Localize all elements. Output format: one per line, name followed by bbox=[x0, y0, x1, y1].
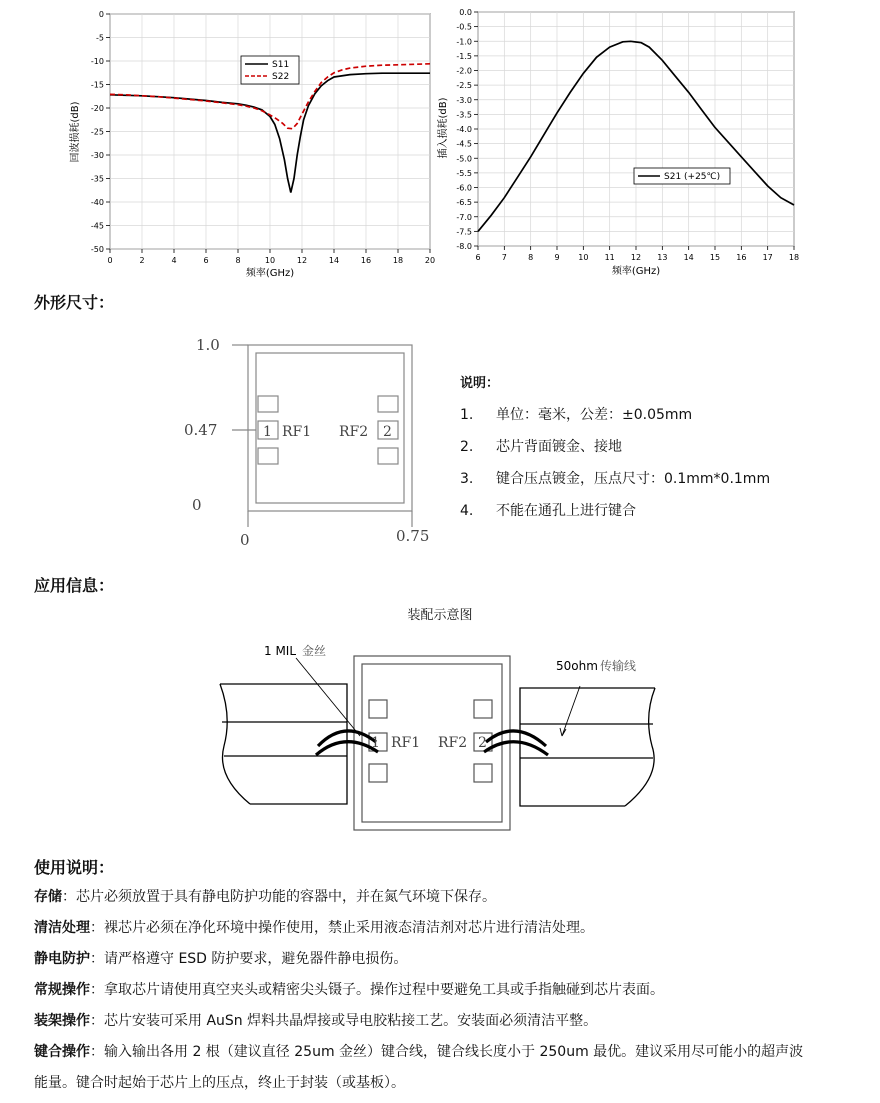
note-item: 1. 单位：毫米，公差：±0.05mm bbox=[460, 407, 693, 423]
y-tick-label: -30 bbox=[90, 151, 104, 160]
section-title-usage: 使用说明： bbox=[34, 858, 115, 877]
x-tick-label: 6 bbox=[475, 253, 481, 262]
insertion-loss-chart bbox=[430, 0, 830, 290]
x-tick-label: 12 bbox=[630, 253, 642, 262]
legend bbox=[634, 168, 730, 184]
y-tick-label: -3.0 bbox=[456, 95, 472, 105]
pad-label-rf1: RF1 bbox=[391, 735, 421, 751]
x-tick-label: 4 bbox=[171, 256, 177, 265]
y-tick-label: -3.5 bbox=[456, 110, 472, 120]
usage-item: 存储：芯片必须放置于具有静电防护功能的容器中，并在氮气环境下保存。 bbox=[34, 889, 496, 905]
usage-item: 键合操作：输入输出各用 2 根（建议直径 25um 金丝）键合线，键合线长度小于 250um 最优。建议采用尽可能小的超声波 bbox=[34, 1044, 804, 1060]
x-tick-label: 18 bbox=[392, 256, 404, 265]
pad-label-1: 1 bbox=[371, 735, 380, 751]
return-loss-chart bbox=[60, 4, 445, 284]
legend-label-s22: S22 bbox=[272, 72, 290, 82]
x-tick-label: 14 bbox=[328, 256, 340, 265]
legend bbox=[241, 56, 299, 84]
x-tick-label: 10 bbox=[264, 256, 276, 265]
x-tick-label: 15 bbox=[709, 253, 721, 262]
pad-right-top bbox=[378, 396, 398, 412]
y-tick-label: -45 bbox=[90, 221, 104, 231]
pad-label-rf2: RF2 bbox=[438, 735, 468, 751]
section-title-dimensions: 外形尺寸： bbox=[34, 293, 115, 312]
x-tick-label: 8 bbox=[235, 256, 241, 265]
y-tick-label: -2.0 bbox=[456, 66, 472, 76]
y-tick-label: -7.5 bbox=[456, 227, 472, 237]
y-tick-label: -5.0 bbox=[456, 154, 472, 164]
line-leader-line bbox=[560, 686, 580, 736]
y-axis-label: 回波损耗(dB) bbox=[70, 101, 81, 163]
y-tick-label: -1.0 bbox=[456, 37, 472, 47]
y-tick-label: -7.0 bbox=[456, 212, 472, 222]
y-tick-label: 0.0 bbox=[459, 8, 472, 17]
dim-label-mid: 0.47 bbox=[184, 421, 218, 439]
chip-outline-drawing bbox=[170, 325, 450, 555]
x-tick-label: 17 bbox=[762, 253, 773, 262]
x-tick-label: 11 bbox=[604, 253, 615, 262]
y-tick-label: -1.5 bbox=[456, 51, 472, 61]
legend-label-s21: S21 (+25℃) bbox=[664, 172, 721, 182]
x-tick-label: 0 bbox=[107, 256, 113, 265]
wire-leader-line bbox=[296, 658, 360, 736]
x-tick-label: 9 bbox=[554, 253, 560, 262]
y-tick-label: -4.0 bbox=[456, 125, 472, 134]
assembly-diagram bbox=[210, 636, 670, 836]
pad-right-bottom bbox=[378, 448, 398, 464]
dim-label-zero-y: 0 bbox=[192, 496, 202, 514]
y-tick-label: -5 bbox=[96, 33, 104, 43]
x-axis-label: 频率(GHz) bbox=[611, 266, 661, 277]
pad-label-1: 1 bbox=[263, 424, 272, 440]
notes-block bbox=[460, 372, 860, 520]
assembly-caption: 装配示意图 bbox=[407, 608, 473, 623]
dim-label-zero-x: 0 bbox=[240, 531, 250, 549]
usage-item: 静电防护：请严格遵守 ESD 防护要求，避免器件静电损伤。 bbox=[34, 951, 408, 967]
x-axis-label: 频率(GHz) bbox=[245, 268, 295, 279]
pad-left-bottom bbox=[258, 448, 278, 464]
y-tick-label: -4.5 bbox=[456, 139, 472, 149]
dim-label-right: 0.75 bbox=[396, 527, 430, 545]
right-transmission-line bbox=[520, 688, 655, 806]
y-tick-label: 0 bbox=[98, 10, 104, 19]
y-tick-label: -10 bbox=[90, 57, 104, 66]
y-tick-label: -50 bbox=[90, 245, 104, 254]
notes-title: 说明： bbox=[460, 376, 500, 391]
y-tick-label: -8.0 bbox=[456, 242, 472, 251]
y-tick-label: -6.5 bbox=[456, 198, 472, 208]
x-tick-label: 2 bbox=[139, 256, 145, 265]
x-tick-label: 10 bbox=[578, 253, 589, 262]
x-tick-label: 7 bbox=[501, 253, 507, 262]
pad-label-rf2: RF2 bbox=[339, 424, 369, 440]
y-tick-label: -0.5 bbox=[456, 22, 472, 32]
y-axis-label: 插入损耗(dB) bbox=[438, 97, 449, 159]
x-tick-label: 18 bbox=[788, 253, 800, 262]
x-tick-label: 20 bbox=[424, 256, 436, 265]
bond-wires bbox=[316, 731, 548, 755]
pad-label-rf1: RF1 bbox=[282, 424, 312, 440]
x-tick-label: 16 bbox=[360, 256, 372, 265]
x-tick-label: 16 bbox=[736, 253, 747, 262]
note-item: 4. 不能在通孔上进行键合 bbox=[460, 503, 636, 519]
x-tick-label: 13 bbox=[657, 253, 668, 262]
line-label-b: 传输线 bbox=[600, 659, 637, 673]
y-tick-label: -40 bbox=[90, 198, 104, 207]
y-tick-label: -5.5 bbox=[456, 168, 472, 178]
section-title-application: 应用信息： bbox=[34, 576, 115, 595]
y-tick-label: -2.5 bbox=[456, 81, 472, 91]
y-tick-label: -6.0 bbox=[456, 183, 472, 193]
pad-left-top bbox=[258, 396, 278, 412]
y-tick-label: -25 bbox=[90, 127, 104, 137]
x-tick-label: 12 bbox=[296, 256, 308, 265]
usage-item: 常规操作：拿取芯片请使用真空夹头或精密尖头镊子。操作过程中要避免工具或手指触碰到芯片表面。 bbox=[34, 982, 664, 998]
line-label-a: 50ohm bbox=[556, 659, 598, 673]
dim-label-top: 1.0 bbox=[196, 336, 220, 354]
note-item: 2. 芯片背面镀金、接地 bbox=[460, 439, 622, 455]
y-tick-label: -35 bbox=[90, 174, 104, 184]
x-tick-label: 8 bbox=[528, 253, 534, 262]
x-tick-label: 14 bbox=[683, 253, 694, 262]
x-tick-label: 6 bbox=[203, 256, 209, 265]
usage-item: 清洁处理：裸芯片必须在净化环境中操作使用，禁止采用液态清洁剂对芯片进行清洁处理。 bbox=[34, 920, 594, 936]
usage-item-continued: 能量。键合时起始于芯片上的压点，终止于封装（或基板）。 bbox=[34, 1075, 405, 1091]
y-tick-label: -20 bbox=[90, 104, 104, 113]
usage-item: 装架操作：芯片安装可采用 AuSn 焊料共晶焊接或导电胶粘接工艺。安装面必须清洁平整。 bbox=[34, 1013, 598, 1029]
note-item: 3. 键合压点镀金，压点尺寸：0.1mm*0.1mm bbox=[460, 471, 771, 487]
pad-label-2: 2 bbox=[383, 424, 392, 440]
y-tick-label: -15 bbox=[90, 80, 104, 90]
wire-label-b: 金丝 bbox=[302, 644, 327, 658]
usage-list bbox=[34, 886, 864, 1103]
pad-label-2: 2 bbox=[478, 735, 487, 751]
wire-label-a: 1 MIL bbox=[264, 644, 297, 658]
left-transmission-line bbox=[220, 684, 347, 804]
legend-label-s11: S11 bbox=[272, 60, 290, 70]
